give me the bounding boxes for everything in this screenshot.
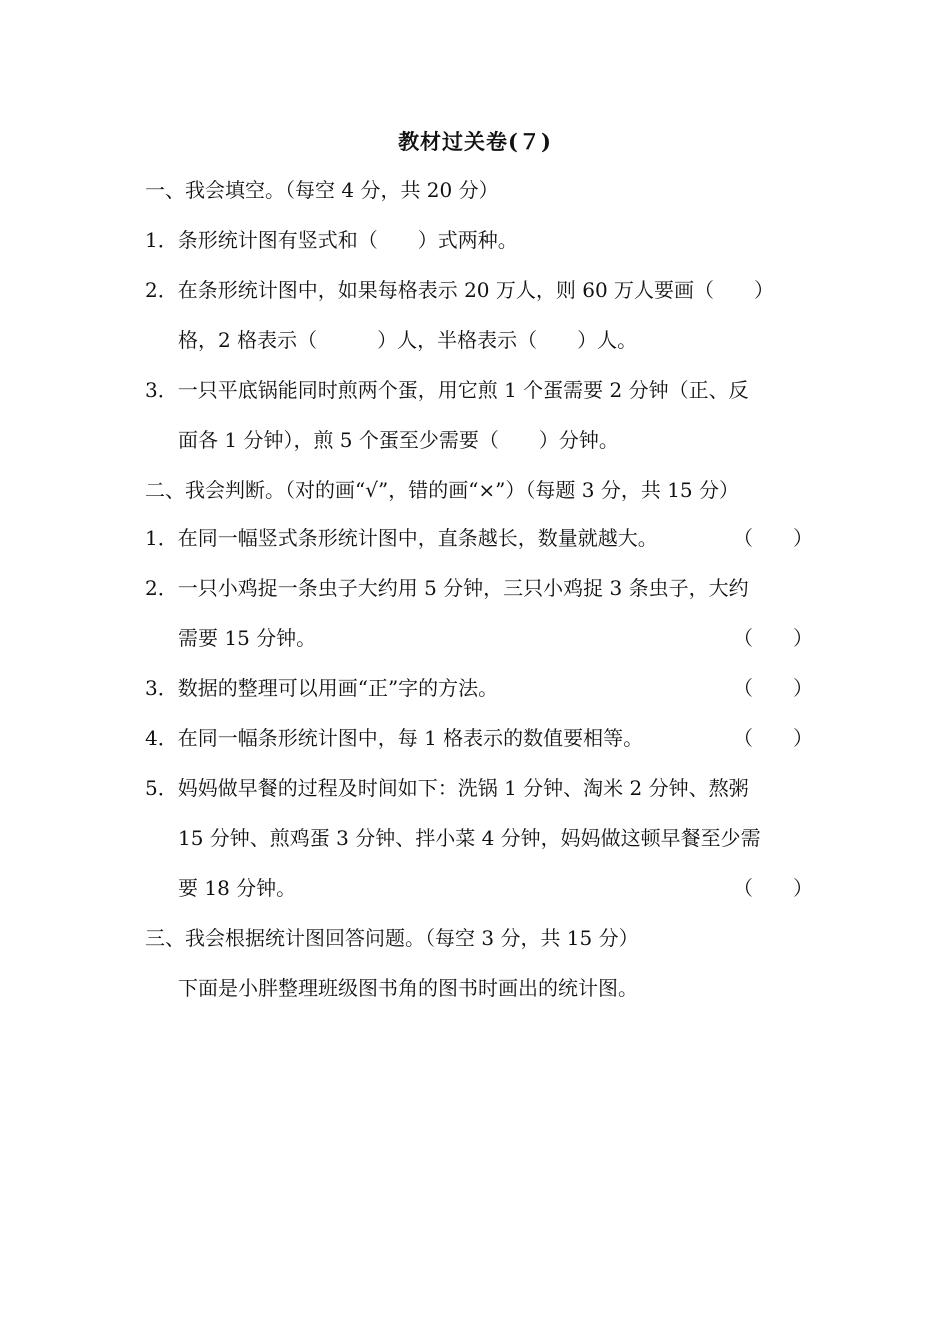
- section2-question-5-line2: 15 分钟、煎鸡蛋 3 分钟、拌小菜 4 分钟，妈妈做这顿早餐至少需: [178, 826, 761, 850]
- section1-question-2-line2: 格，2 格表示（ ）人，半格表示（ ）人。: [178, 328, 638, 352]
- section2-question-3: 3．数据的整理可以用画“正”字的方法。: [145, 676, 499, 700]
- section1-question-3-line1: 3．一只平底锅能同时煎两个蛋，用它煎 1 个蛋需要 2 分钟（正、反: [145, 378, 749, 402]
- section1-question-2-line1: 2．在条形统计图中，如果每格表示 20 万人，则 60 万人要画（ ）: [145, 278, 775, 302]
- section2-question-2-line1: 2．一只小鸡捉一条虫子大约用 5 分钟，三只小鸡捉 3 条虫子，大约: [145, 576, 749, 600]
- section3-intro: 下面是小胖整理班级图书角的图书时画出的统计图。: [178, 976, 638, 1000]
- section2-question-5-line3: 要 18 分钟。: [178, 876, 297, 900]
- section2-question-1: 1．在同一幅竖式条形统计图中，直条越长，数量就越大。: [145, 526, 658, 550]
- answer-blank[interactable]: （ ）: [733, 526, 813, 550]
- answer-blank[interactable]: （ ）: [733, 726, 813, 750]
- section2-question-5-line1: 5．妈妈做早餐的过程及时间如下：洗锅 1 分钟、淘米 2 分钟、熬粥: [145, 776, 749, 800]
- answer-blank[interactable]: （ ）: [733, 626, 813, 650]
- section2-heading: 二、我会判断。（对的画“√”，错的画“×”）（每题 3 分，共 15 分）: [145, 478, 740, 502]
- answer-blank[interactable]: （ ）: [733, 876, 813, 900]
- section1-question-1: 1．条形统计图有竖式和（ ）式两种。: [145, 228, 518, 252]
- section1-heading: 一、我会填空。（每空 4 分，共 20 分）: [145, 178, 499, 202]
- section1-question-3-line2: 面各 1 分钟），煎 5 个蛋至少需要（ ）分钟。: [178, 428, 619, 452]
- section2-question-2-line2: 需要 15 分钟。: [178, 626, 317, 650]
- answer-blank[interactable]: （ ）: [733, 676, 813, 700]
- page-title: 教材过关卷(７): [398, 129, 552, 154]
- section2-question-4: 4．在同一幅条形统计图中，每 1 格表示的数值要相等。: [145, 726, 644, 750]
- section3-heading: 三、我会根据统计图回答问题。（每空 3 分，共 15 分）: [145, 926, 639, 950]
